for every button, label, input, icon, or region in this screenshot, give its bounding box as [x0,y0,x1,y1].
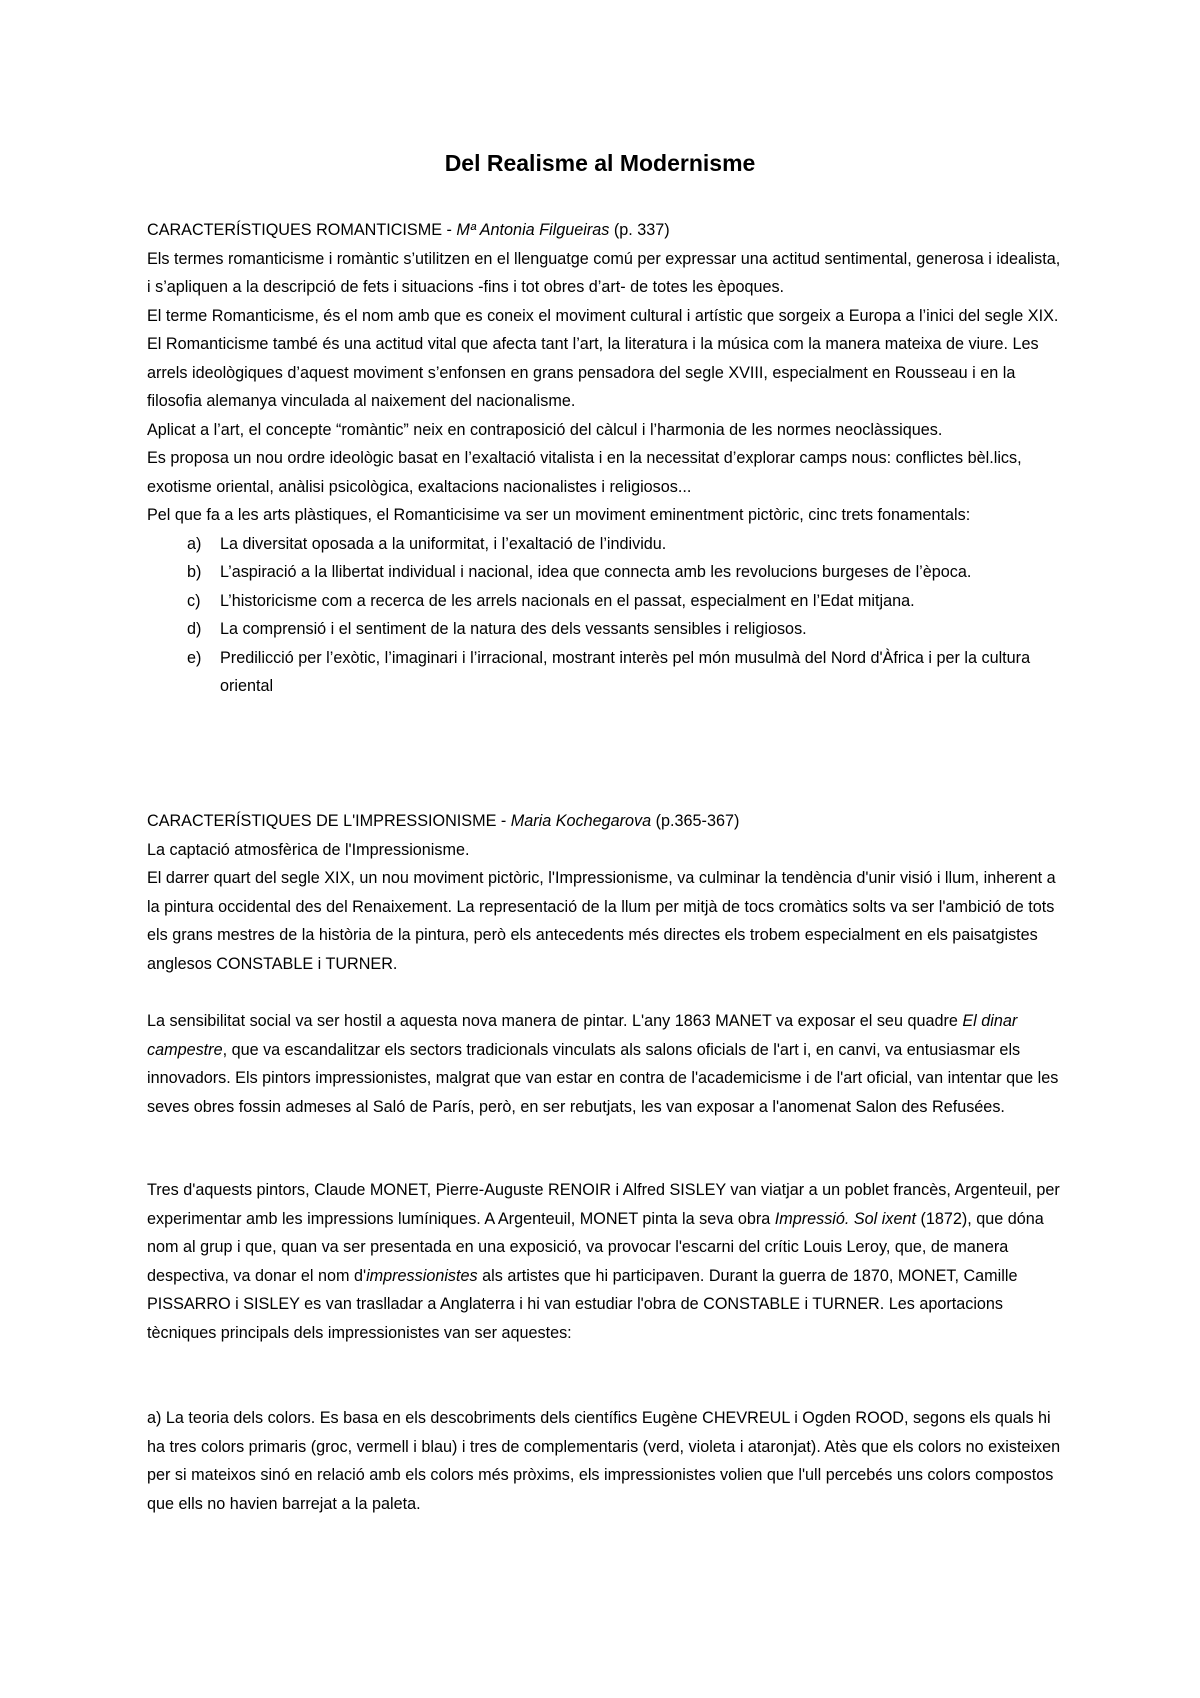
artwork-title: Impressió. Sol ixent [774,1209,916,1228]
paragraph-text: Tres d'aquests pintors, Claude MONET, Pierre-Auguste RENOIR i Alfred SISLEY van viatjar a un poblet francès, Argenteuil, per experimentar amb les impressions lumíniques. A Argenteuil, MONET pinta la seva obra [147,1181,1060,1228]
artwork-title: El dinar campestre [147,1012,1018,1059]
paragraph: a) La teoria dels colors. Es basa en els descobriments dels científics Eugène CHEVREUL i Ogden ROOD, segons els quals hi ha tres colors primaris (groc, vermell i blau) i tres de complementaris (verd, violeta i ataronjat). Atès que els colors no existeixen per si mateixos sinó en relació amb els colors més pròxims, els impressionistes volien que l'ull percebés uns colors compostos que ells no havien barrejat a la paleta. [147,1409,1061,1513]
list-item-text: La comprensió i el sentiment de la natura des dels vessants sensibles i religiosos. [220,620,807,638]
romanticism-page-ref: (p. 337) [609,221,670,239]
impressionism-page-ref: (p.365-367) [651,812,740,830]
traits-list [147,530,1067,701]
impressionism-heading-caps: CARACTERÍSTIQUES DE L'IMPRESSIONISME [147,812,497,830]
list-item [147,558,1067,587]
list-item-text: L’aspiració a la llibertat individual i nacional, idea que connecta amb les revolucions burgeses de l’època. [220,563,972,581]
list-item [147,615,1067,644]
impressionism-paragraph-colors [147,1404,1067,1518]
list-item-text: Predilicció per l’exòtic, l’imaginari i l’irracional, mostrant interès pel món musulmà del Nord d'Àfrica i per la cultura oriental [220,648,1031,695]
paragraph: El terme Romanticisme, és el nom amb que es coneix el moviment cultural i artístic que sorgeix a Europa a l’inici del segle XIX. [147,306,1059,325]
paragraph-text: , que va escandalitzar els sectors tradicionals vinculats als salons oficials de l'art i, en canvi, va entusiasmar els innovadors. Els pintors impressionistes, malgrat que van estar en contra de l'academicisme i de l'art oficial, van intentar que les seves obres fossin admeses al Saló de París, però, en ser rebutjats, les van exposar a l'anomenat Salon des Refusées. [147,1040,1059,1116]
list-item-label: e) [187,648,202,667]
paragraph [147,1007,1067,1121]
term-impressionistes: impressionistes [366,1266,478,1285]
romanticism-section [147,216,1067,701]
list-item-label: b) [187,563,202,581]
paragraph: El darrer quart del segle XIX, un nou moviment pictòric, l'Impressionisme, va culminar la tendència d'unir visió i llum, inherent a la pintura occidental des del Renaixement. La representació de la llum per mitjà de tocs cromàtics solts va ser l'ambició de tots els grans mestres de la història de la pintura, però els antecedents més directes els trobem especialment en els paisatgistes anglesos CONSTABLE i TURNER. [147,869,1056,973]
heading-dash: - [496,812,511,830]
paragraph: Es proposa un nou ordre ideològic basat en l’exaltació vitalista i en la necessitat d’explorar camps nous: conflictes bèl.lics, exotisme oriental, anàlisi psicològica, exaltacions nacionalistes i religiosos... [147,449,1022,496]
list-item [147,644,1067,701]
impressionism-heading [147,807,1067,836]
romanticism-heading-caps: CARACTERÍSTIQUES ROMANTICISME [147,221,442,239]
document-title: Del Realisme al Modernisme [444,150,756,176]
list-item-text: L’historicisme com a recerca de les arrels nacionals en el passat, especialment en l’Edat mitjana. [220,591,915,610]
paragraph-text: als artistes que hi participaven. Durant la guerra de 1870, MONET, Camille PISSARRO i SISLEY es van traslladar a Anglaterra i hi van estudiar l'obra de CONSTABLE i TURNER. Les aportacions tècniques principals dels impressionistes van ser aquestes: [147,1266,1018,1342]
romanticism-author: Mª Antonia Filgueiras [456,221,610,239]
romanticism-heading [147,216,1067,245]
list-item-label: d) [187,620,202,638]
list-item [147,530,1067,559]
impressionism-paragraph-argenteuil [147,1176,1067,1347]
paragraph-text: La sensibilitat social va ser hostil a aquesta nova manera de pintar. L'any 1863 MANET va exposar el seu quadre [147,1012,963,1030]
list-item-label: c) [187,591,201,610]
list-item-text: La diversitat oposada a la uniformitat, i l’exaltació de l’individu. [220,534,667,553]
impressionism-paragraph-salon [147,1007,1067,1121]
list-item-label: a) [187,534,202,553]
paragraph: Aplicat a l’art, el concepte “romàntic” neix en contraposició del càlcul i l’harmonia de les normes neoclàssiques. [147,420,943,439]
paragraph [147,1176,1067,1347]
heading-dash: - [442,221,457,239]
impressionism-subheading: La captació atmosfèrica de l'Impressionisme. [147,840,470,859]
paragraph: Pel que fa a les arts plàstiques, el Romanticisime va ser un moviment eminentment pictòric, cinc trets fonamentals: [147,506,971,524]
list-item [147,587,1067,616]
paragraph: Els termes romanticisme i romàntic s’utilitzen en el llenguatge comú per expressar una actitud sentimental, generosa i idealista, i s’apliquen a la descripció de fets i situacions -fins i tot obres d’art- de totes les èpoques. [147,249,1061,296]
impressionism-author: Maria Kochegarova [510,812,652,830]
impressionism-section [147,807,1067,978]
paragraph-text: (1872), que dóna nom al grup i que, quan va ser presentada en una exposició, va provocar l'escarni del crític Louis Leroy, que, de manera despectiva, va donar el nom d' [147,1209,1044,1285]
paragraph: El Romanticisme també és una actitud vital que afecta tant l’art, la literatura i la música com la manera mateixa de viure. Les arrels ideològiques d’aquest moviment s’enfonsen en grans pensadora del segle XVIII, especialment en Rousseau i en la filosofia alemanya vinculada al naixement del nacionalisme. [147,335,1039,410]
